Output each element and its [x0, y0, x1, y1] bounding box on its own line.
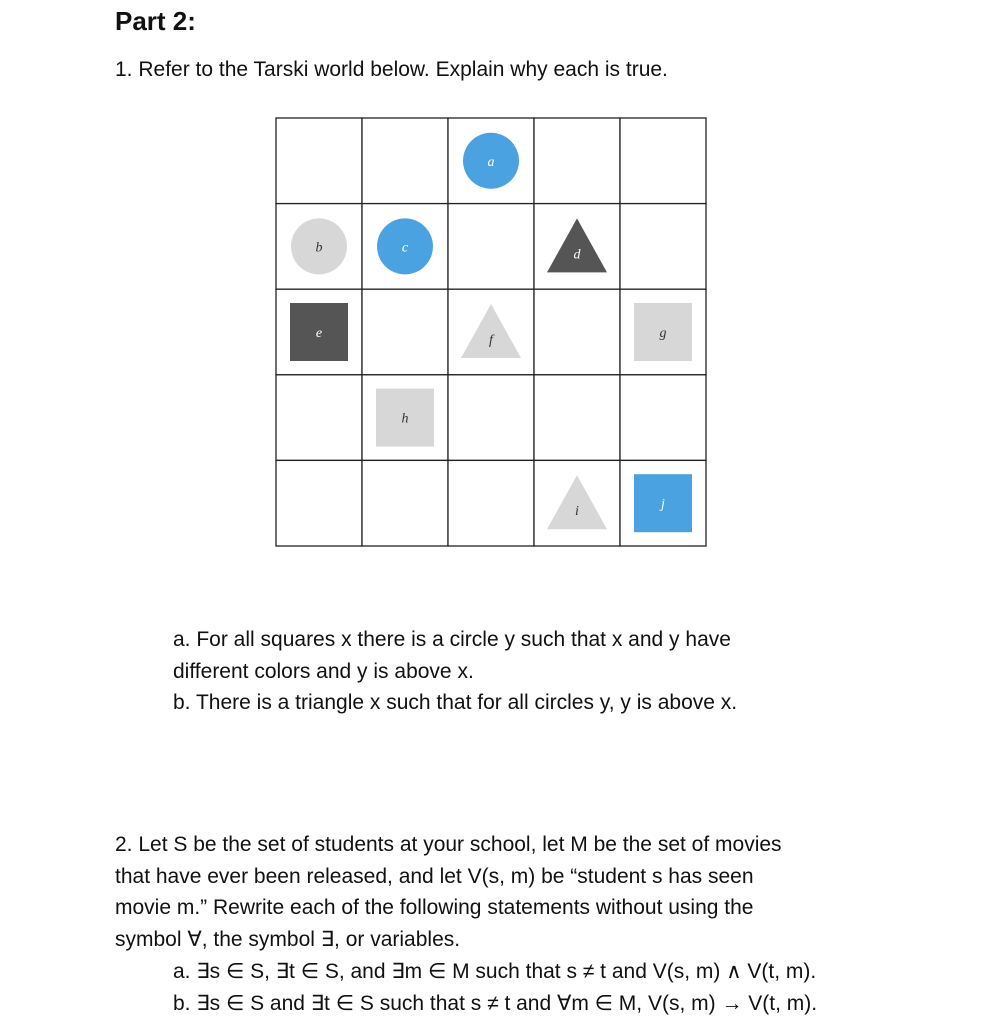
grid-cell — [362, 118, 448, 204]
question-2-part-b: b. ∃s ∈ S and ∃t ∈ S such that s ≠ t and ∀m ∈ M, V(s, m) → V(t, m). — [173, 992, 818, 1015]
tarski-square-e — [290, 303, 348, 361]
tarski-world-grid — [275, 117, 707, 547]
page-title: Part 2: — [115, 6, 196, 36]
question-2-part-a: a. ∃s ∈ S, ∃t ∈ S, and ∃m ∈ M such that s ≠ t and V(s, m) ∧ V(t, m). — [173, 960, 817, 983]
grid-cell — [534, 289, 620, 375]
question-2-line1: 2. Let S be the set of students at your school, let M be the set of movies — [115, 833, 782, 856]
object-label: d — [573, 247, 581, 263]
tarski-square-g — [634, 303, 692, 361]
grid-cell — [362, 460, 448, 546]
question-2-prompt — [115, 829, 895, 955]
grid-cell — [534, 118, 620, 204]
question-2-line2: that have ever been released, and let V(s, m) be “student s has seen — [115, 864, 754, 888]
tarski-square-h — [376, 389, 434, 447]
part-a-line2: different colors and y is above x. — [173, 659, 474, 683]
object-label: g — [659, 326, 667, 341]
object-label: c — [401, 240, 409, 256]
tarski-circle-c — [377, 218, 433, 274]
object-label: b — [315, 240, 323, 256]
object-label: f — [489, 333, 493, 348]
question-1-parts — [173, 624, 833, 719]
tarski-square-j — [634, 474, 692, 532]
object-label: e — [315, 326, 323, 341]
part-b: b. There is a triangle x such that for all circles y, y is above x. — [173, 691, 738, 714]
grid-cell — [276, 118, 362, 204]
grid-cell — [620, 204, 706, 290]
grid-cell — [620, 118, 706, 204]
question-1-prompt: 1. Refer to the Tarski world below. Explain why each is true. — [115, 58, 668, 81]
grid-cell — [362, 289, 448, 375]
grid-cell — [276, 460, 362, 546]
question-2-line4: symbol ∀, the symbol ∃, or variables. — [115, 927, 461, 951]
object-label: a — [487, 154, 495, 170]
grid-cell — [620, 375, 706, 461]
object-label: j — [661, 497, 665, 513]
tarski-circle-a — [463, 133, 519, 189]
grid-cell — [448, 460, 534, 546]
question-2-line3: movie m.” Rewrite each of the following statements without using the — [115, 896, 754, 919]
tarski-circle-b — [291, 218, 347, 274]
grid-cell — [534, 375, 620, 461]
part-a-line1: a. For all squares x there is a circle y such that x and y have — [173, 628, 731, 651]
object-label: i — [575, 504, 579, 520]
grid-cell — [448, 375, 534, 461]
grid-cell — [448, 204, 534, 290]
grid-cell — [276, 375, 362, 461]
object-label: h — [401, 411, 409, 427]
